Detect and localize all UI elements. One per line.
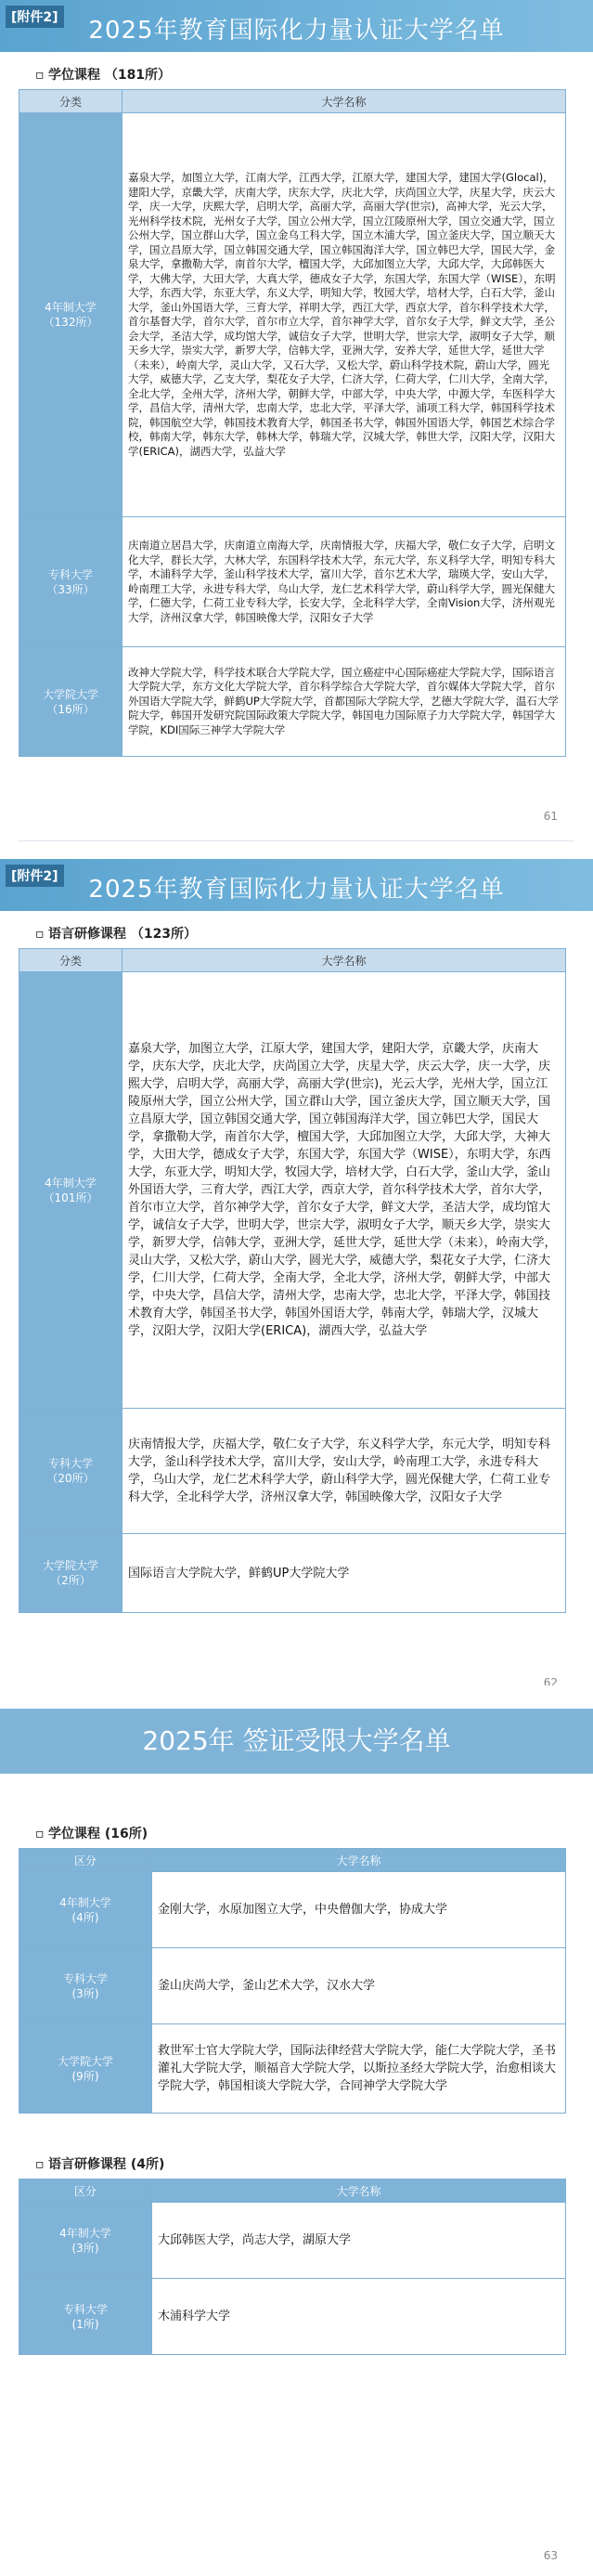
category-count: （101所） — [43, 1190, 98, 1204]
category-label: 专科大学 — [62, 1971, 108, 1985]
table-header-row — [19, 1849, 566, 1872]
category-cell — [19, 1872, 152, 1948]
category-label: 4年制大学 — [59, 1895, 111, 1909]
category-count: (9所) — [71, 2069, 99, 2083]
category-count: （20所） — [46, 1472, 95, 1485]
category-cell — [19, 2024, 152, 2114]
university-list: 国际语言大学院大学，鲜鹤UP大学院大学 — [122, 1534, 566, 1613]
category-label: 大学院大学 — [42, 687, 98, 701]
university-list: 木浦科学大学 — [152, 2279, 566, 2355]
page-number: 61 — [543, 810, 558, 823]
page-banner — [0, 0, 593, 52]
col-header-names: 大学名称 — [122, 949, 566, 972]
restricted-language-table — [19, 2179, 566, 2355]
category-label: 4年制大学 — [45, 301, 97, 314]
university-list: 大邱韩医大学，尚志大学，湖原大学 — [152, 2203, 566, 2279]
category-label: 专科大学 — [47, 567, 93, 581]
col-header-category: 分类 — [19, 949, 122, 972]
page-title: 2025年 签证受限大学名单 — [0, 1709, 593, 1774]
university-list: 救世军士官大学院大学，国际法律经营大学院大学，能仁大学院大学，圣书灌礼大学院大学，顺福音大学院大学，以斯拉圣经大学院大学，治愈相谈大学院大学，韩国相谈大学院大学，合同神学大学院大学 — [152, 2024, 566, 2114]
category-label: 大学院大学 — [57, 2054, 113, 2068]
section-heading: ▫ 语言研修课程 (4所) — [35, 2154, 593, 2173]
category-count: （2所） — [50, 1574, 91, 1587]
category-cell — [19, 113, 122, 517]
category-label: 大学院大学 — [42, 1559, 98, 1572]
page-62 — [0, 859, 593, 1685]
category-count: (4所) — [71, 1910, 99, 1924]
section-heading: ▫ 语言研修课程 （123所） — [35, 924, 593, 943]
category-count: (3所) — [71, 2241, 99, 2255]
category-cell — [19, 647, 122, 757]
table-row — [19, 1948, 566, 2024]
university-list: 嘉泉大学，加图立大学，江原大学，建国大学，建阳大学，京畿大学，庆南大学，庆东大学，庆北大学，庆尚国立大学，庆星大学，庆云大学，庆一大学，庆熙大学，启明大学，高丽大学，高丽大学(世宗)，光云大学，光州大学，国立江陵原州大学，国立公州大学，国立群山大学，国立釜庆大学，国立顺天大学，国立昌原大学，国立韩国交通大学，国立韩国海洋大学，国立韩巴大学，国民大学，拿撒勒大学，南首尔大学，檀国大学，大邱加图立大学，大邱大学，大神大学，大田大学，德成女子大学，东国大学，东国大学（WISE），东明大学，东西大学，东亚大学，明知大学，牧园大学，培材大学，白石大学，釜山大学，釜山外国语大学，三育大学，西江大学，西京大学，首尔科学技术大学，首尔大学，首尔市立大学，首尔神学大学，首尔女子大学，鲜文大学，圣洁大学，成均馆大学，诚信女子大学，世明大学，世宗大学，淑明女子大学，顺天乡大学，崇实大学，新罗大学，信韩大学，亚洲大学，延世大学，延世大学（未来），岭南大学，灵山大学，又松大学，蔚山大学，圆光大学，威德大学，梨花女子大学，仁济大学，仁川大学，仁荷大学，全南大学，全北大学，济州大学，朝鲜大学，中部大学，中央大学，昌信大学，清州大学，忠南大学，忠北大学，平泽大学，韩国技术教育大学，韩国圣书大学，韩国外国语大学，韩南大学，韩瑞大学，汉城大学，汉阳大学，汉阳大学(ERICA)，湖西大学，弘益大学 — [122, 972, 566, 1409]
category-cell — [19, 1534, 122, 1613]
page-61 — [0, 0, 593, 826]
page-divider — [19, 840, 574, 841]
table-row — [19, 517, 566, 647]
category-label: 专科大学 — [62, 2302, 108, 2316]
table-header-row — [19, 90, 566, 113]
table-row — [19, 1409, 566, 1534]
category-count: (1所) — [71, 2317, 99, 2331]
category-cell — [19, 1409, 122, 1534]
degree-table — [19, 89, 566, 757]
category-count: （33所） — [46, 582, 95, 596]
table-row — [19, 2203, 566, 2279]
page-banner — [0, 859, 593, 911]
category-cell — [19, 517, 122, 647]
section-heading: ▫ 学位课程 （181所） — [35, 65, 593, 84]
category-count: (3所) — [71, 1986, 99, 2000]
table-row — [19, 1872, 566, 1948]
university-list: 改神大学院大学，科学技术联合大学院大学，国立癌症中心国际癌症大学院大学，国际语言大学院大学，东方文化大学院大学，首尔科学综合大学院大学，首尔媒体大学院大学，首尔外国语大学院大学，鲜鹤UP大学院大学，首都国际大学院大学，艺德大学院大学，温石大学院大学，韩国开发研究院国际政策大学院大学，韩国电力国际原子力大学院大学，韩国学大学院，KDI国际三神学大学院大学 — [122, 647, 566, 757]
attachment-tag: [附件2] — [6, 6, 64, 28]
table-row — [19, 2279, 566, 2355]
table-row — [19, 1534, 566, 1613]
page-title: 2025年教育国际化力量认证大学名单 — [88, 876, 505, 904]
table-header-row — [19, 949, 566, 972]
col-header-names: 大学名称 — [152, 1849, 566, 1872]
section-heading: ▫ 学位课程 (16所) — [35, 1824, 593, 1842]
page-63 — [0, 1709, 593, 2576]
col-header-names: 大学名称 — [152, 2179, 566, 2203]
category-label: 4年制大学 — [45, 1176, 97, 1190]
category-count: （132所） — [43, 316, 98, 329]
col-header-category: 分类 — [19, 90, 122, 113]
col-header-category: 区分 — [19, 2179, 152, 2203]
table-header-row — [19, 2179, 566, 2203]
table-row — [19, 2024, 566, 2114]
table-row — [19, 972, 566, 1409]
category-cell — [19, 2279, 152, 2355]
restricted-degree-table — [19, 1848, 566, 2114]
col-header-names: 大学名称 — [122, 90, 566, 113]
col-header-category: 区分 — [19, 1849, 152, 1872]
university-list: 金刚大学，水原加图立大学，中央僧伽大学，协成大学 — [152, 1872, 566, 1948]
table-row — [19, 647, 566, 757]
category-cell — [19, 972, 122, 1409]
page-number: 62 — [543, 1676, 558, 1685]
university-list: 嘉泉大学，加图立大学，江南大学，江西大学，江原大学，建国大学，建国大学(Glocal)，建阳大学，京畿大学，庆南大学，庆东大学，庆北大学，庆尚国立大学，庆星大学，庆云大学，庆一大学，庆熙大学，启明大学，高丽大学，高丽大学(世宗)，高神大学，光云大学，光州科学技术院，光州女子大学，国立公州大学，国立江陵原州大学，国立交通大学，国立公州大学，国立群山大学，国立金乌工科大学，国立木浦大学，国立釜庆大学，国立顺天大学，国立昌原大学，国立韩国交通大学，国立韩国海洋大学，国立韩巴大学，国民大学，金泉大学，拿撒勒大学，南首尔大学，檀国大学，大邱加图立大学，大邱大学，大邱韩医大学，大佛大学，大田大学，大真大学，德成女子大学，东国大学，东国大学（WISE），东明大学，东西大学，东亚大学，东义大学，明知大学，牧园大学，培材大学，白石大学，釜山大学，釜山外国语大学，三育大学，祥明大学，西江大学，西京大学，首尔科学技术大学，首尔基督大学，首尔大学，首尔市立大学，首尔神学大学，首尔女子大学，鲜文大学，圣公会大学，圣洁大学，成均馆大学，诚信女子大学，世明大学，世宗大学，淑明女子大学，顺天乡大学，崇实大学，新罗大学，信韩大学，亚洲大学，安养大学，延世大学，延世大学（未来），岭南大学，灵山大学，又石大学，又松大学，蔚山科学技术院，蔚山大学，圆光大学，威德大学，乙支大学，梨花女子大学，仁济大学，仁荷大学，仁川大学，全南大学，全北大学，全州大学，济州大学，朝鲜大学，中部大学，中央大学，中源大学，车医科学大学，昌信大学，清州大学，忠南大学，忠北大学，平泽大学，浦项工科大学，韩国科学技术院，韩国航空大学，韩国技术教育大学，韩国圣书大学，韩国外国语大学，韩国艺术综合学校，韩南大学，韩东大学，韩林大学，韩瑞大学，汉城大学，韩世大学，汉阳大学，汉阳大学(ERICA)，湖西大学，弘益大学 — [122, 113, 566, 517]
category-label: 专科大学 — [47, 1457, 93, 1470]
university-list: 庆南情报大学，庆福大学，敬仁女子大学，东义科学大学，东元大学，明知专科大学，釜山科学技术大学，富川大学，安山大学，岭南理工大学，永进专科大学，乌山大学，龙仁艺术科学大学，蔚山科学大学，圆光保健大学，仁荷工业专科大学，全北科学大学，济州汉拿大学，韩国映像大学，汉阳女子大学 — [122, 1409, 566, 1534]
category-count: （16所） — [46, 702, 95, 716]
page-title: 2025年教育国际化力量认证大学名单 — [88, 17, 505, 45]
table-row — [19, 113, 566, 517]
category-cell — [19, 2203, 152, 2279]
university-list: 釜山庆尚大学，釜山艺术大学，汉水大学 — [152, 1948, 566, 2024]
attachment-tag: [附件2] — [6, 865, 64, 887]
category-cell — [19, 1948, 152, 2024]
page-number: 63 — [543, 2549, 558, 2562]
language-table — [19, 948, 566, 1613]
category-label: 4年制大学 — [59, 2226, 111, 2240]
university-list: 庆南道立居昌大学，庆南道立南海大学，庆南情报大学，庆福大学，敬仁女子大学，启明文化大学，群长大学，大林大学，东国科学技术大学，东元大学，东义科学大学，明知专科大学，木浦科学大学，釜山科学技术大学，富川大学，首尔艺术大学，瑞瑛大学，安山大学，岭南理工大学，永进专科大学，乌山大学，龙仁艺术科学大学，蔚山科学大学，圆光保健大学，仁德大学，仁荷工业专科大学，长安大学，全北科学大学，全南Vision大学，济州观光大学，济州汉拿大学，韩国映像大学，汉阳女子大学 — [122, 517, 566, 647]
